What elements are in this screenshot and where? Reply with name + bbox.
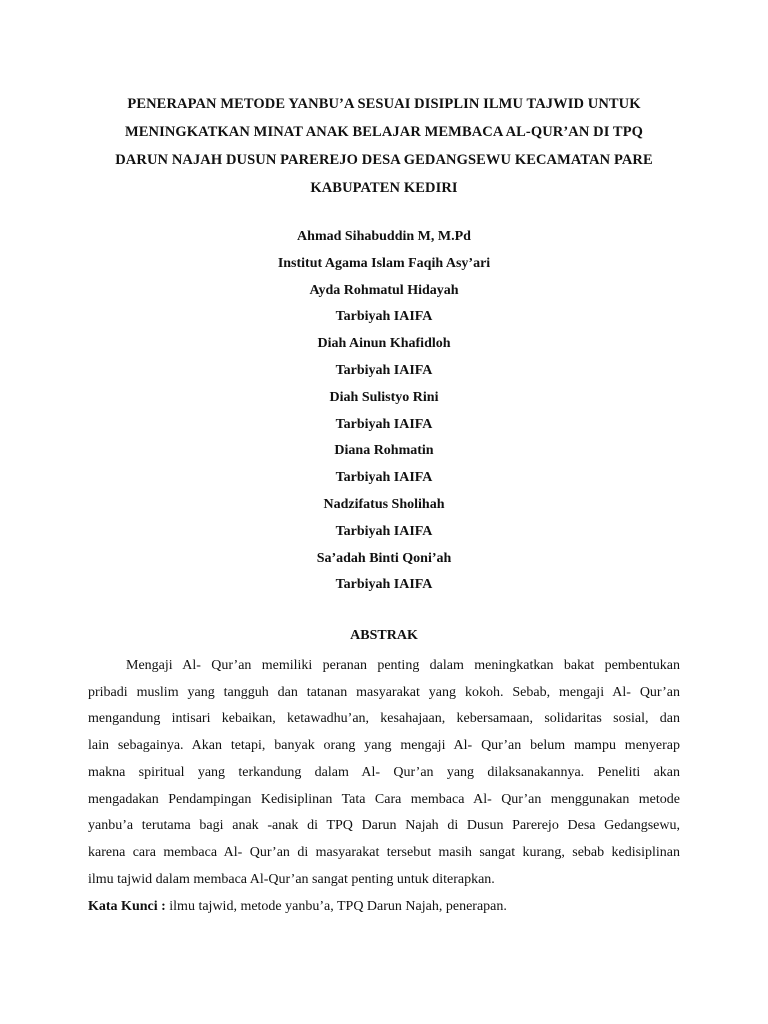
- author-affiliation: Tarbiyah IAIFA: [335, 309, 433, 325]
- author-name: Diah Ainun Khafidloh: [317, 336, 451, 352]
- paper-title: [90, 90, 678, 202]
- abstract-body: [88, 653, 680, 893]
- abstract-line: mengadakan Pendampingan Kedisiplinan Tata Cara membaca Al- Qur’an menggunakan metode: [88, 791, 680, 807]
- keywords-label: Kata Kunci :: [88, 899, 166, 914]
- author-name: Sa’adah Binti Qoni’ah: [316, 550, 452, 566]
- abstract-heading: ABSTRAK: [350, 628, 418, 643]
- abstract-line: pribadi muslim yang tangguh dan tatanan masyarakat yang kokoh. Sebab, mengaji Al- Qur’an: [88, 684, 680, 700]
- author-name: Diah Sulistyo Rini: [329, 389, 439, 405]
- title-line-3: DARUN NAJAH DUSUN PAREREJO DESA GEDANGSEWU KECAMATAN PARE: [115, 152, 653, 168]
- author-name: Nadzifatus Sholihah: [323, 496, 445, 512]
- abstract-line: ilmu tajwid dalam membaca Al-Qur’an sangat penting untuk diterapkan.: [88, 871, 495, 887]
- keywords: [88, 895, 680, 919]
- abstract-line: karena cara membaca Al- Qur’an di masyarakat tersebut masih sangat kurang, sebab kedisiplinan: [88, 844, 680, 860]
- title-line-1: PENERAPAN METODE YANBU’A SESUAI DISIPLIN ILMU TAJWID UNTUK: [127, 96, 641, 112]
- author-affiliation: Tarbiyah IAIFA: [335, 362, 433, 378]
- author-list: [184, 224, 584, 599]
- abstract-line: lain sebagainya. Akan tetapi, banyak orang yang mengaji Al- Qur’an belum mampu menyerap: [88, 738, 680, 754]
- title-line-4: KABUPATEN KEDIRI: [310, 180, 458, 196]
- title-line-2: MENINGKATKAN MINAT ANAK BELAJAR MEMBACA AL-QUR’AN DI TPQ: [124, 124, 644, 140]
- abstract-line: mengandung intisari kebaikan, ketawadhu’an, kesahajaan, kebersamaan, solidaritas sosial, dan: [88, 711, 680, 727]
- author-affiliation: Institut Agama Islam Faqih Asy’ari: [277, 255, 491, 271]
- abstract-line: yanbu’a terutama bagi anak -anak di TPQ Darun Najah di Dusun Parerejo Desa Gedangsewu,: [88, 818, 680, 834]
- author-affiliation: Tarbiyah IAIFA: [335, 470, 433, 486]
- author-name: Ayda Rohmatul Hidayah: [309, 282, 459, 298]
- abstract-line: makna spiritual yang terkandung dalam Al- Qur’an yang dilaksanakannya. Peneliti akan: [88, 764, 680, 780]
- keywords-text: ilmu tajwid, metode yanbu’a, TPQ Darun Najah, penerapan.: [165, 899, 507, 914]
- author-name: Diana Rohmatin: [334, 443, 434, 459]
- abstract-line: Mengaji Al- Qur’an memiliki peranan penting dalam meningkatkan bakat pembentukan: [126, 658, 680, 673]
- author-affiliation: Tarbiyah IAIFA: [335, 577, 433, 593]
- author-affiliation: Tarbiyah IAIFA: [335, 416, 433, 432]
- author-affiliation: Tarbiyah IAIFA: [335, 523, 433, 539]
- author-name: Ahmad Sihabuddin M, M.Pd: [297, 229, 471, 244]
